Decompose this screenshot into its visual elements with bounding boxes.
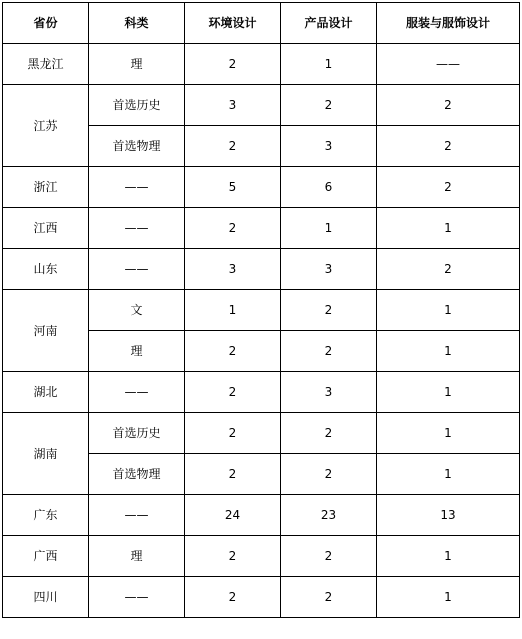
product-count-cell: 2 (281, 413, 377, 454)
province-cell: 江苏 (3, 85, 89, 167)
province-cell: 四川 (3, 577, 89, 618)
province-cell: 山东 (3, 249, 89, 290)
province-cell: 广西 (3, 536, 89, 577)
table-row (3, 536, 520, 577)
header-environment-design: 环境设计 (185, 3, 281, 44)
subject-cell: —— (89, 577, 185, 618)
fashion-count-cell: 2 (377, 249, 520, 290)
province-cell: 广东 (3, 495, 89, 536)
fashion-count-cell: 1 (377, 413, 520, 454)
header-row (3, 3, 520, 44)
subject-cell: —— (89, 372, 185, 413)
env-count-cell: 1 (185, 290, 281, 331)
product-count-cell: 3 (281, 372, 377, 413)
fashion-count-cell: 1 (377, 208, 520, 249)
subject-cell: —— (89, 249, 185, 290)
product-count-cell: 2 (281, 290, 377, 331)
province-cell: 江西 (3, 208, 89, 249)
table-row (3, 85, 520, 126)
subject-cell: 文 (89, 290, 185, 331)
fashion-count-cell: 1 (377, 290, 520, 331)
product-count-cell: 3 (281, 249, 377, 290)
subject-cell: —— (89, 495, 185, 536)
env-count-cell: 2 (185, 577, 281, 618)
fashion-count-cell: 1 (377, 536, 520, 577)
subject-cell: 理 (89, 331, 185, 372)
table-row (3, 495, 520, 536)
table-row (3, 44, 520, 85)
env-count-cell: 2 (185, 208, 281, 249)
env-count-cell: 2 (185, 126, 281, 167)
env-count-cell: 2 (185, 413, 281, 454)
product-count-cell: 1 (281, 208, 377, 249)
subject-cell: 理 (89, 536, 185, 577)
fashion-count-cell: 2 (377, 167, 520, 208)
province-cell: 浙江 (3, 167, 89, 208)
table-row (3, 167, 520, 208)
province-cell: 河南 (3, 290, 89, 372)
fashion-count-cell: 13 (377, 495, 520, 536)
table-row (3, 413, 520, 454)
env-count-cell: 3 (185, 85, 281, 126)
env-count-cell: 24 (185, 495, 281, 536)
fashion-count-cell: 2 (377, 126, 520, 167)
product-count-cell: 2 (281, 577, 377, 618)
province-cell: 湖南 (3, 413, 89, 495)
env-count-cell: 2 (185, 372, 281, 413)
subject-cell: 首选历史 (89, 413, 185, 454)
quota-table (2, 2, 520, 618)
product-count-cell: 23 (281, 495, 377, 536)
product-count-cell: 2 (281, 536, 377, 577)
subject-cell: 首选物理 (89, 454, 185, 495)
table-row (3, 577, 520, 618)
header-product-design: 产品设计 (281, 3, 377, 44)
subject-cell: 首选历史 (89, 85, 185, 126)
product-count-cell: 2 (281, 454, 377, 495)
table-row (3, 208, 520, 249)
table-row (3, 249, 520, 290)
product-count-cell: 1 (281, 44, 377, 85)
subject-cell: 理 (89, 44, 185, 85)
province-cell: 湖北 (3, 372, 89, 413)
product-count-cell: 2 (281, 331, 377, 372)
env-count-cell: 3 (185, 249, 281, 290)
subject-cell: —— (89, 167, 185, 208)
env-count-cell: 2 (185, 331, 281, 372)
table-row (3, 290, 520, 331)
env-count-cell: 5 (185, 167, 281, 208)
env-count-cell: 2 (185, 44, 281, 85)
header-fashion-design: 服装与服饰设计 (377, 3, 520, 44)
fashion-count-cell: 1 (377, 372, 520, 413)
fashion-count-cell: 2 (377, 85, 520, 126)
province-cell: 黑龙江 (3, 44, 89, 85)
env-count-cell: 2 (185, 454, 281, 495)
product-count-cell: 2 (281, 85, 377, 126)
fashion-count-cell: 1 (377, 577, 520, 618)
fashion-count-cell: —— (377, 44, 520, 85)
env-count-cell: 2 (185, 536, 281, 577)
subject-cell: —— (89, 208, 185, 249)
product-count-cell: 6 (281, 167, 377, 208)
fashion-count-cell: 1 (377, 331, 520, 372)
fashion-count-cell: 1 (377, 454, 520, 495)
header-province: 省份 (3, 3, 89, 44)
table-row (3, 372, 520, 413)
product-count-cell: 3 (281, 126, 377, 167)
subject-cell: 首选物理 (89, 126, 185, 167)
header-subject: 科类 (89, 3, 185, 44)
